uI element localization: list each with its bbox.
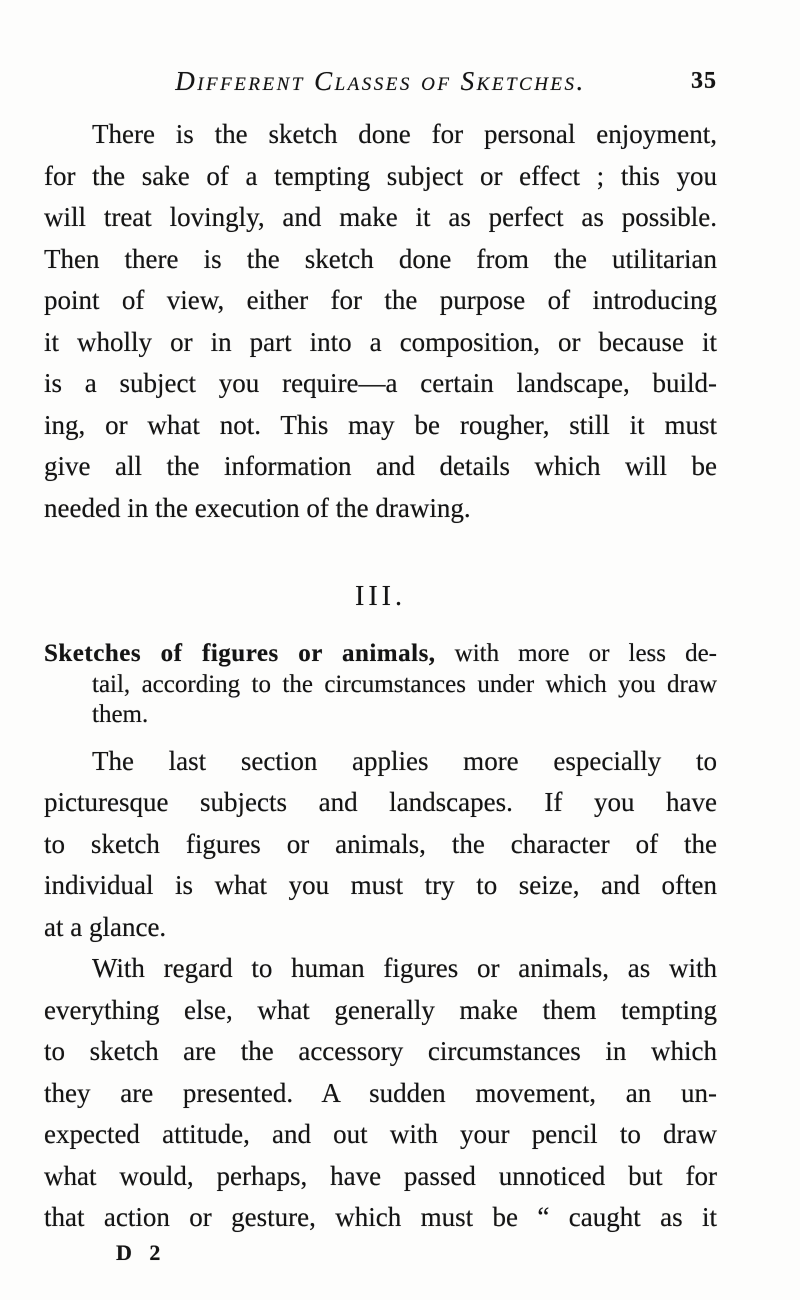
paragraph-2 [44, 741, 717, 949]
text-line: point of view, either for the purpose of introducing [44, 285, 717, 315]
text-line: individual is what you must try to seize, and often [44, 870, 717, 900]
running-header [44, 64, 717, 100]
text-line: expected attitude, and out with your pencil to draw [44, 1119, 717, 1149]
text-line: With regard to human figures or animals, as with [92, 953, 717, 983]
text-line: The last section applies more especially to [92, 745, 717, 776]
text-line: what would, perhaps, have passed unnoticed but for [44, 1160, 717, 1191]
text-line: they are presented. A sudden movement, an un- [44, 1077, 717, 1108]
running-title: Different Classes of Sketches. [175, 66, 586, 96]
text-line: Then there is the sketch done from the utilitarian [44, 243, 717, 274]
text-line: at a glance. [44, 911, 167, 942]
heading-bold-lead: Sketches of figures or animals, [44, 640, 436, 667]
text-line: to sketch figures or animals, the character of the [44, 828, 717, 859]
heading-line [44, 639, 717, 670]
text-line: needed in the execution of the drawing. [44, 492, 471, 523]
signature-mark: D 2 [116, 1239, 167, 1265]
text-line: There is the sketch done for personal enjoyment, [92, 119, 717, 149]
text-line: is a subject you require—a certain landscape, build- [44, 368, 717, 398]
text-line: to sketch are the accessory circumstances in which [44, 1036, 717, 1066]
text-line: that action or gesture, which must be “ caught as it [44, 1202, 717, 1232]
page-footer [44, 1240, 717, 1266]
text-line: it wholly or in part into a composition, or because it [44, 326, 717, 357]
page-number: 35 [691, 68, 717, 94]
paragraph-1 [44, 114, 717, 529]
text-line: for the sake of a tempting subject or effect ; this you [44, 160, 717, 191]
heading-line: tail, according to the circumstances under which you draw [92, 670, 717, 698]
section-heading [44, 639, 717, 731]
paragraph-3 [44, 948, 717, 1239]
text-line: will treat lovingly, and make it as perfect as possible. [44, 202, 717, 232]
heading-line: them. [92, 701, 149, 728]
heading-rest: with more or less de- [435, 640, 717, 667]
text-line: everything else, what generally make them tempting [44, 994, 717, 1025]
text-line: ing, or what not. This may be rougher, still it must [44, 409, 717, 440]
text-line: picturesque subjects and landscapes. If you have [44, 787, 717, 817]
text-line: give all the information and details which will be [44, 451, 717, 481]
section-number: III. [355, 581, 406, 612]
